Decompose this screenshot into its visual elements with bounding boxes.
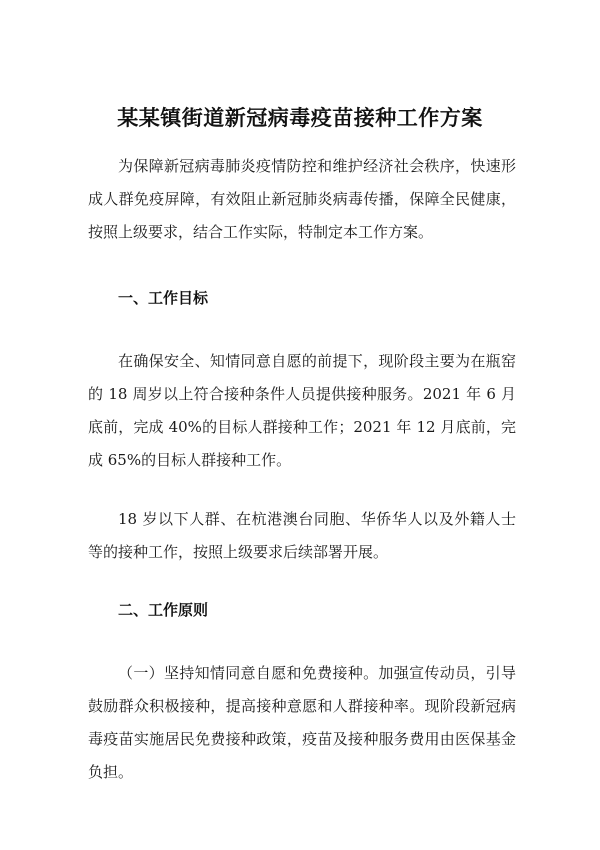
goals-paragraph-1: 在确保安全、知情同意自愿的前提下，现阶段主要为在瓶窑的 18 周岁以上符合接种条件人员提供接种服务。2021 年 6 月底前，完成 40%的目标人群接种工作；2021 年 12 月底前，完成 65%的目标人群接种工作。	[88, 352, 516, 469]
intro-paragraph: 为保障新冠病毒肺炎疫情防控和维护经济社会秩序，快速形成人群免疫屏障，有效阻止新冠肺炎病毒传播，保障全民健康，按照上级要求，结合工作实际，特制定本工作方案。	[88, 157, 516, 241]
goals-paragraph-2: 18 岁以下人群、在杭港澳台同胞、华侨华人以及外籍人士等的接种工作，按照上级要求后续部署开展。	[88, 510, 516, 561]
section-heading-principles: 二、工作原则	[118, 601, 209, 619]
principles-paragraph-1: （一）坚持知情同意自愿和免费接种。加强宣传动员，引导鼓励群众积极接种，提高接种意愿和人群接种率。现阶段新冠病毒疫苗实施居民免费接种政策，疫苗及接种服务费用由医保基金负担。	[88, 664, 516, 781]
section-heading-goals: 一、工作目标	[118, 289, 209, 307]
document-title: 某某镇街道新冠病毒疫苗接种工作方案	[117, 106, 483, 131]
